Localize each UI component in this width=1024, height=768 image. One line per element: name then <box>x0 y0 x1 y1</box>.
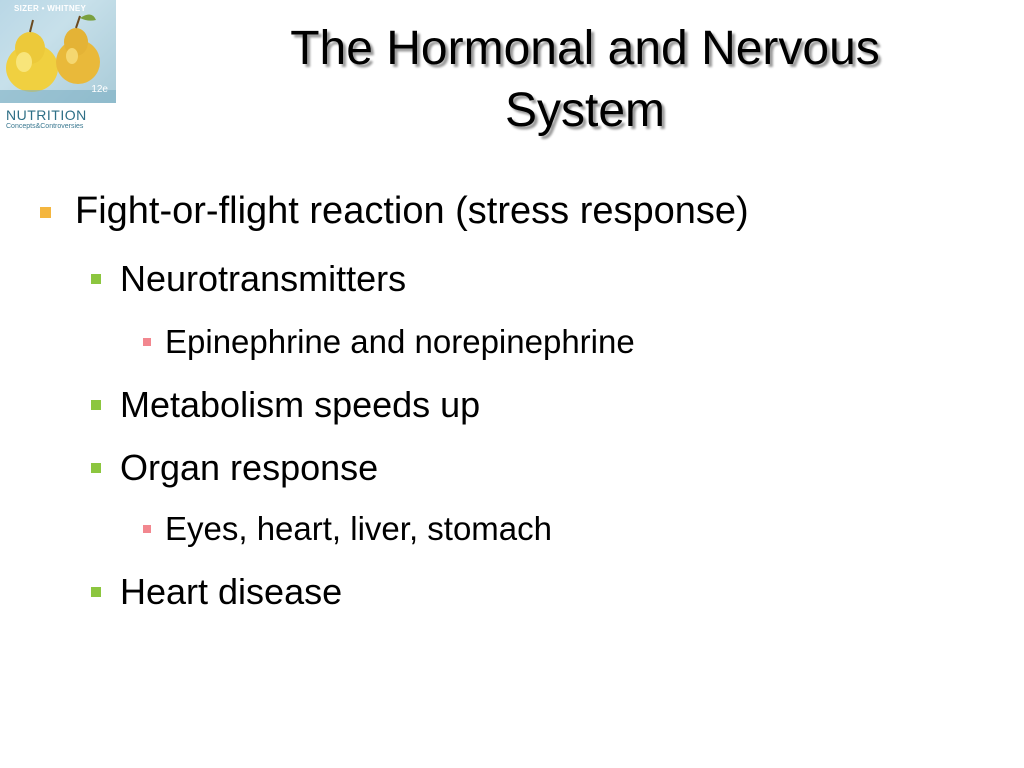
square-bullet-icon <box>91 274 101 284</box>
list-item-text: Heart disease <box>120 571 343 612</box>
square-bullet-icon <box>91 400 101 410</box>
list-item-text: Neurotransmitters <box>120 258 407 299</box>
slide-title-line-1: The Hormonal and Nervous <box>290 22 880 75</box>
square-bullet-icon <box>143 338 151 346</box>
square-bullet-icon <box>40 207 51 218</box>
list-item-text: Fight-or-flight reaction (stress response) <box>75 190 749 232</box>
logo-subtitle: Concepts&Controversies <box>6 123 84 130</box>
list-item-text: Epinephrine and norepinephrine <box>165 323 635 360</box>
logo-title: NUTRITION <box>6 107 87 123</box>
list-item-text: Eyes, heart, liver, stomach <box>165 510 552 547</box>
square-bullet-icon <box>143 525 151 533</box>
square-bullet-icon <box>91 463 101 473</box>
slide-title-line-2: System <box>504 84 666 137</box>
cover-authors: SIZER • WHITNEY <box>14 4 87 13</box>
cover-edition: 12e <box>91 84 108 95</box>
square-bullet-icon <box>91 587 101 597</box>
list-item-text: Metabolism speeds up <box>120 384 481 425</box>
list-item-text: Organ response <box>120 447 379 488</box>
